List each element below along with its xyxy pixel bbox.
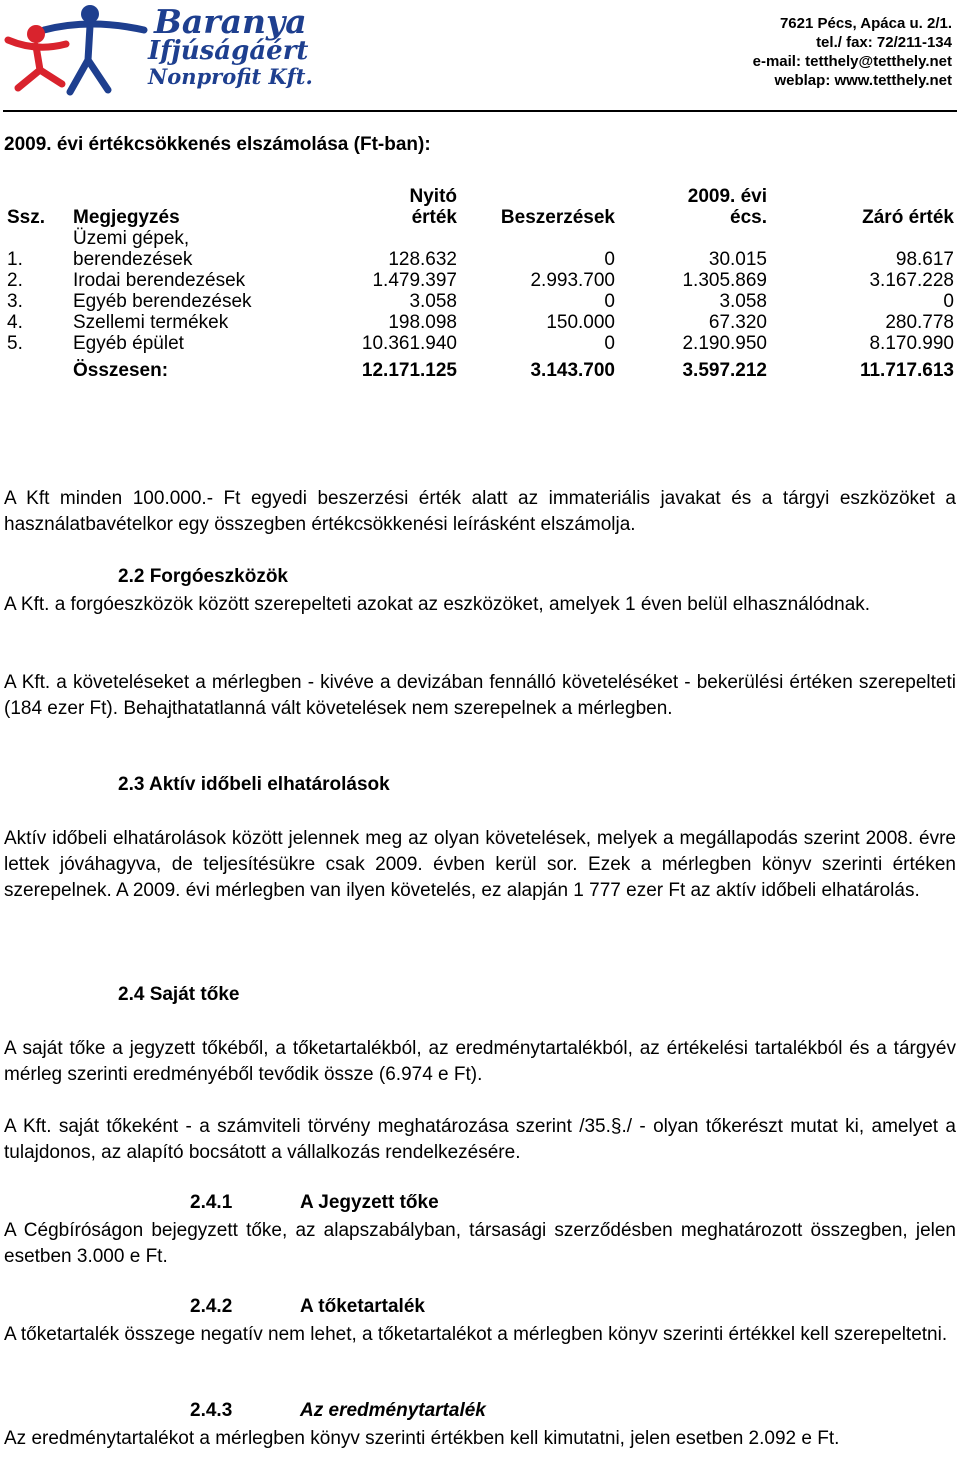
table-cell: 5. (7, 333, 23, 354)
table-cell: 2. (7, 270, 23, 291)
table-cell: 3.143.700 (530, 360, 615, 381)
paragraph: A Kft. a forgóeszközök között szerepelteti azokat az eszközöket, amelyek 1 éven belül elhasználódnak. (4, 594, 871, 615)
letterhead (0, 0, 960, 110)
column-header: 2009. évi écs. (687, 186, 767, 228)
column-header: Nyitó érték (409, 186, 457, 228)
table-cell: 2.190.950 (682, 333, 767, 354)
table-cell: 0 (943, 291, 954, 312)
table-row (4, 291, 957, 312)
page-title: 2009. évi értékcsökkenés elszámolása (Ft-ban): (4, 134, 431, 155)
table-cell: 150.000 (546, 312, 615, 333)
section-heading: 2.4 Saját tőke (118, 984, 240, 1005)
table-cell: 12.171.125 (361, 360, 457, 381)
table-cell: Összesen: (73, 360, 169, 381)
table-cell: 280.778 (885, 312, 954, 333)
table-cell: 10.361.940 (361, 333, 457, 354)
column-header: Ssz. (7, 207, 46, 228)
table-cell: 3.597.212 (682, 360, 767, 381)
depreciation-table (4, 186, 957, 381)
table-row (4, 228, 957, 270)
table-cell: 8.170.990 (869, 333, 954, 354)
organization-logo (4, 0, 313, 96)
table-cell: 0 (604, 333, 615, 354)
table-cell: 1. (7, 249, 23, 270)
table-cell: 128.632 (388, 249, 457, 270)
table-cell: 67.320 (708, 312, 767, 333)
table-row (4, 333, 957, 354)
paragraph: A Kft minden 100.000.- Ft egyedi beszerzési érték alatt az immateriális javakat és a tárgyi eszközöket a használatbavételkor egy összegben értékcsökkenési leírásként elszámolja. (4, 488, 956, 535)
table-cell: 0 (604, 291, 615, 312)
table-cell: 3.058 (719, 291, 767, 312)
table-cell: 4. (7, 312, 23, 333)
section-heading: 2.3 Aktív időbeli elhatárolások (118, 774, 390, 795)
table-cell: Üzemi gépek, berendezések (73, 228, 193, 270)
people-figures-icon (4, 0, 154, 96)
paragraph: A Cégbíróságon bejegyzett tőke, az alapszabályban, társasági szerződésben meghatározott összegben, jelen esetben 3.000 e Ft. (4, 1220, 956, 1267)
subsection-heading (190, 1400, 486, 1422)
paragraph: A Kft. saját tőkeként - a számviteli törvény meghatározása szerint /35.§./ - olyan tőkerészt mutat ki, amelyet a tulajdonos, az alapító bocsátott a vállalkozás rendelkezésére. (4, 1116, 956, 1163)
email-line[interactable]: e-mail: tetthely@tetthely.net (752, 53, 952, 70)
table-total-row (4, 354, 957, 381)
table-cell: 3. (7, 291, 23, 312)
column-header: Megjegyzés (73, 207, 180, 228)
subsection-heading (190, 1296, 425, 1318)
table-cell: 1.479.397 (372, 270, 457, 291)
subsection-title: A Jegyzett tőke (300, 1192, 439, 1213)
subsection-title: Az eredménytartalék (300, 1400, 486, 1421)
paragraph: A Kft. a követeléseket a mérlegben - kivéve a devizában fennálló követeléséket - bekerülési értéken szerepelteti (184 ezer Ft). Behajthatatlanná vált követelések nem szerepelnek a mérlegben. (4, 672, 956, 719)
address-line: 7621 Pécs, Apáca u. 2/1. (779, 15, 952, 32)
table-header-row (4, 186, 957, 228)
header-divider (3, 110, 957, 112)
paragraph: A tőketartalék összege negatív nem lehet, a tőketartalékot a mérlegben könyv szerinti értékkel kell szerepeltetni. (4, 1324, 948, 1345)
column-header: Beszerzések (500, 207, 615, 228)
table-cell: Irodai berendezések (73, 270, 246, 291)
subsection-heading (190, 1192, 439, 1214)
logo-text-line: Nonprofit Kft. (148, 64, 313, 89)
table-cell: 3.058 (409, 291, 457, 312)
paragraph: A saját tőke a jegyzett tőkéből, a tőketartalékból, az eredménytartalékból, az értékelési tartalékból és a tárgyév mérleg szerinti eredményéből tevődik össze (6.974 e Ft). (4, 1038, 956, 1085)
table-cell: 98.617 (895, 249, 954, 270)
contact-block (753, 14, 952, 90)
table-cell: Egyéb berendezések (73, 291, 252, 312)
table-cell: 198.098 (388, 312, 457, 333)
table-cell: 2.993.700 (530, 270, 615, 291)
subsection-number: 2.4.3 (190, 1400, 233, 1421)
column-header: Záró érték (862, 207, 954, 228)
table-cell: 11.717.613 (859, 360, 954, 381)
subsection-number: 2.4.2 (190, 1296, 233, 1317)
logo-text-line: Ifjúságáért (148, 36, 309, 66)
subsection-number: 2.4.1 (190, 1192, 233, 1213)
paragraph: Az eredménytartalékot a mérlegben könyv szerinti értékben kell kimutatni, jelen esetben 2.092 e Ft. (4, 1428, 840, 1449)
logo-text-line: Baranya (154, 2, 307, 41)
table-row (4, 312, 957, 333)
subsection-title: A tőketartalék (300, 1296, 425, 1317)
table-cell: 0 (604, 249, 615, 270)
phone-line: tel./ fax: 72/211-134 (816, 34, 952, 51)
table-cell: 3.167.228 (869, 270, 954, 291)
section-heading: 2.2 Forgóeszközök (118, 566, 288, 587)
website-line[interactable]: weblap: www.tetthely.net (774, 72, 952, 89)
table-cell: 30.015 (708, 249, 767, 270)
table-cell: Egyéb épület (73, 333, 184, 354)
table-cell: 1.305.869 (682, 270, 767, 291)
paragraph: Aktív időbeli elhatárolások között jelennek meg az olyan követelések, melyek a megállapodás szerint 2008. évre lettek jóváhagyva, de teljesítésükre csak 2009. évben kerül sor. Ezek a mérlegben könyv szerinti értéken szerepelnek. A 2009. évi mérlegben van ilyen követelés, ez alapján 1 777 ezer Ft az aktív időbeli elhatárolás. (4, 828, 956, 901)
table-row (4, 270, 957, 291)
table-cell: Szellemi termékek (73, 312, 229, 333)
table-cell (4, 354, 70, 381)
